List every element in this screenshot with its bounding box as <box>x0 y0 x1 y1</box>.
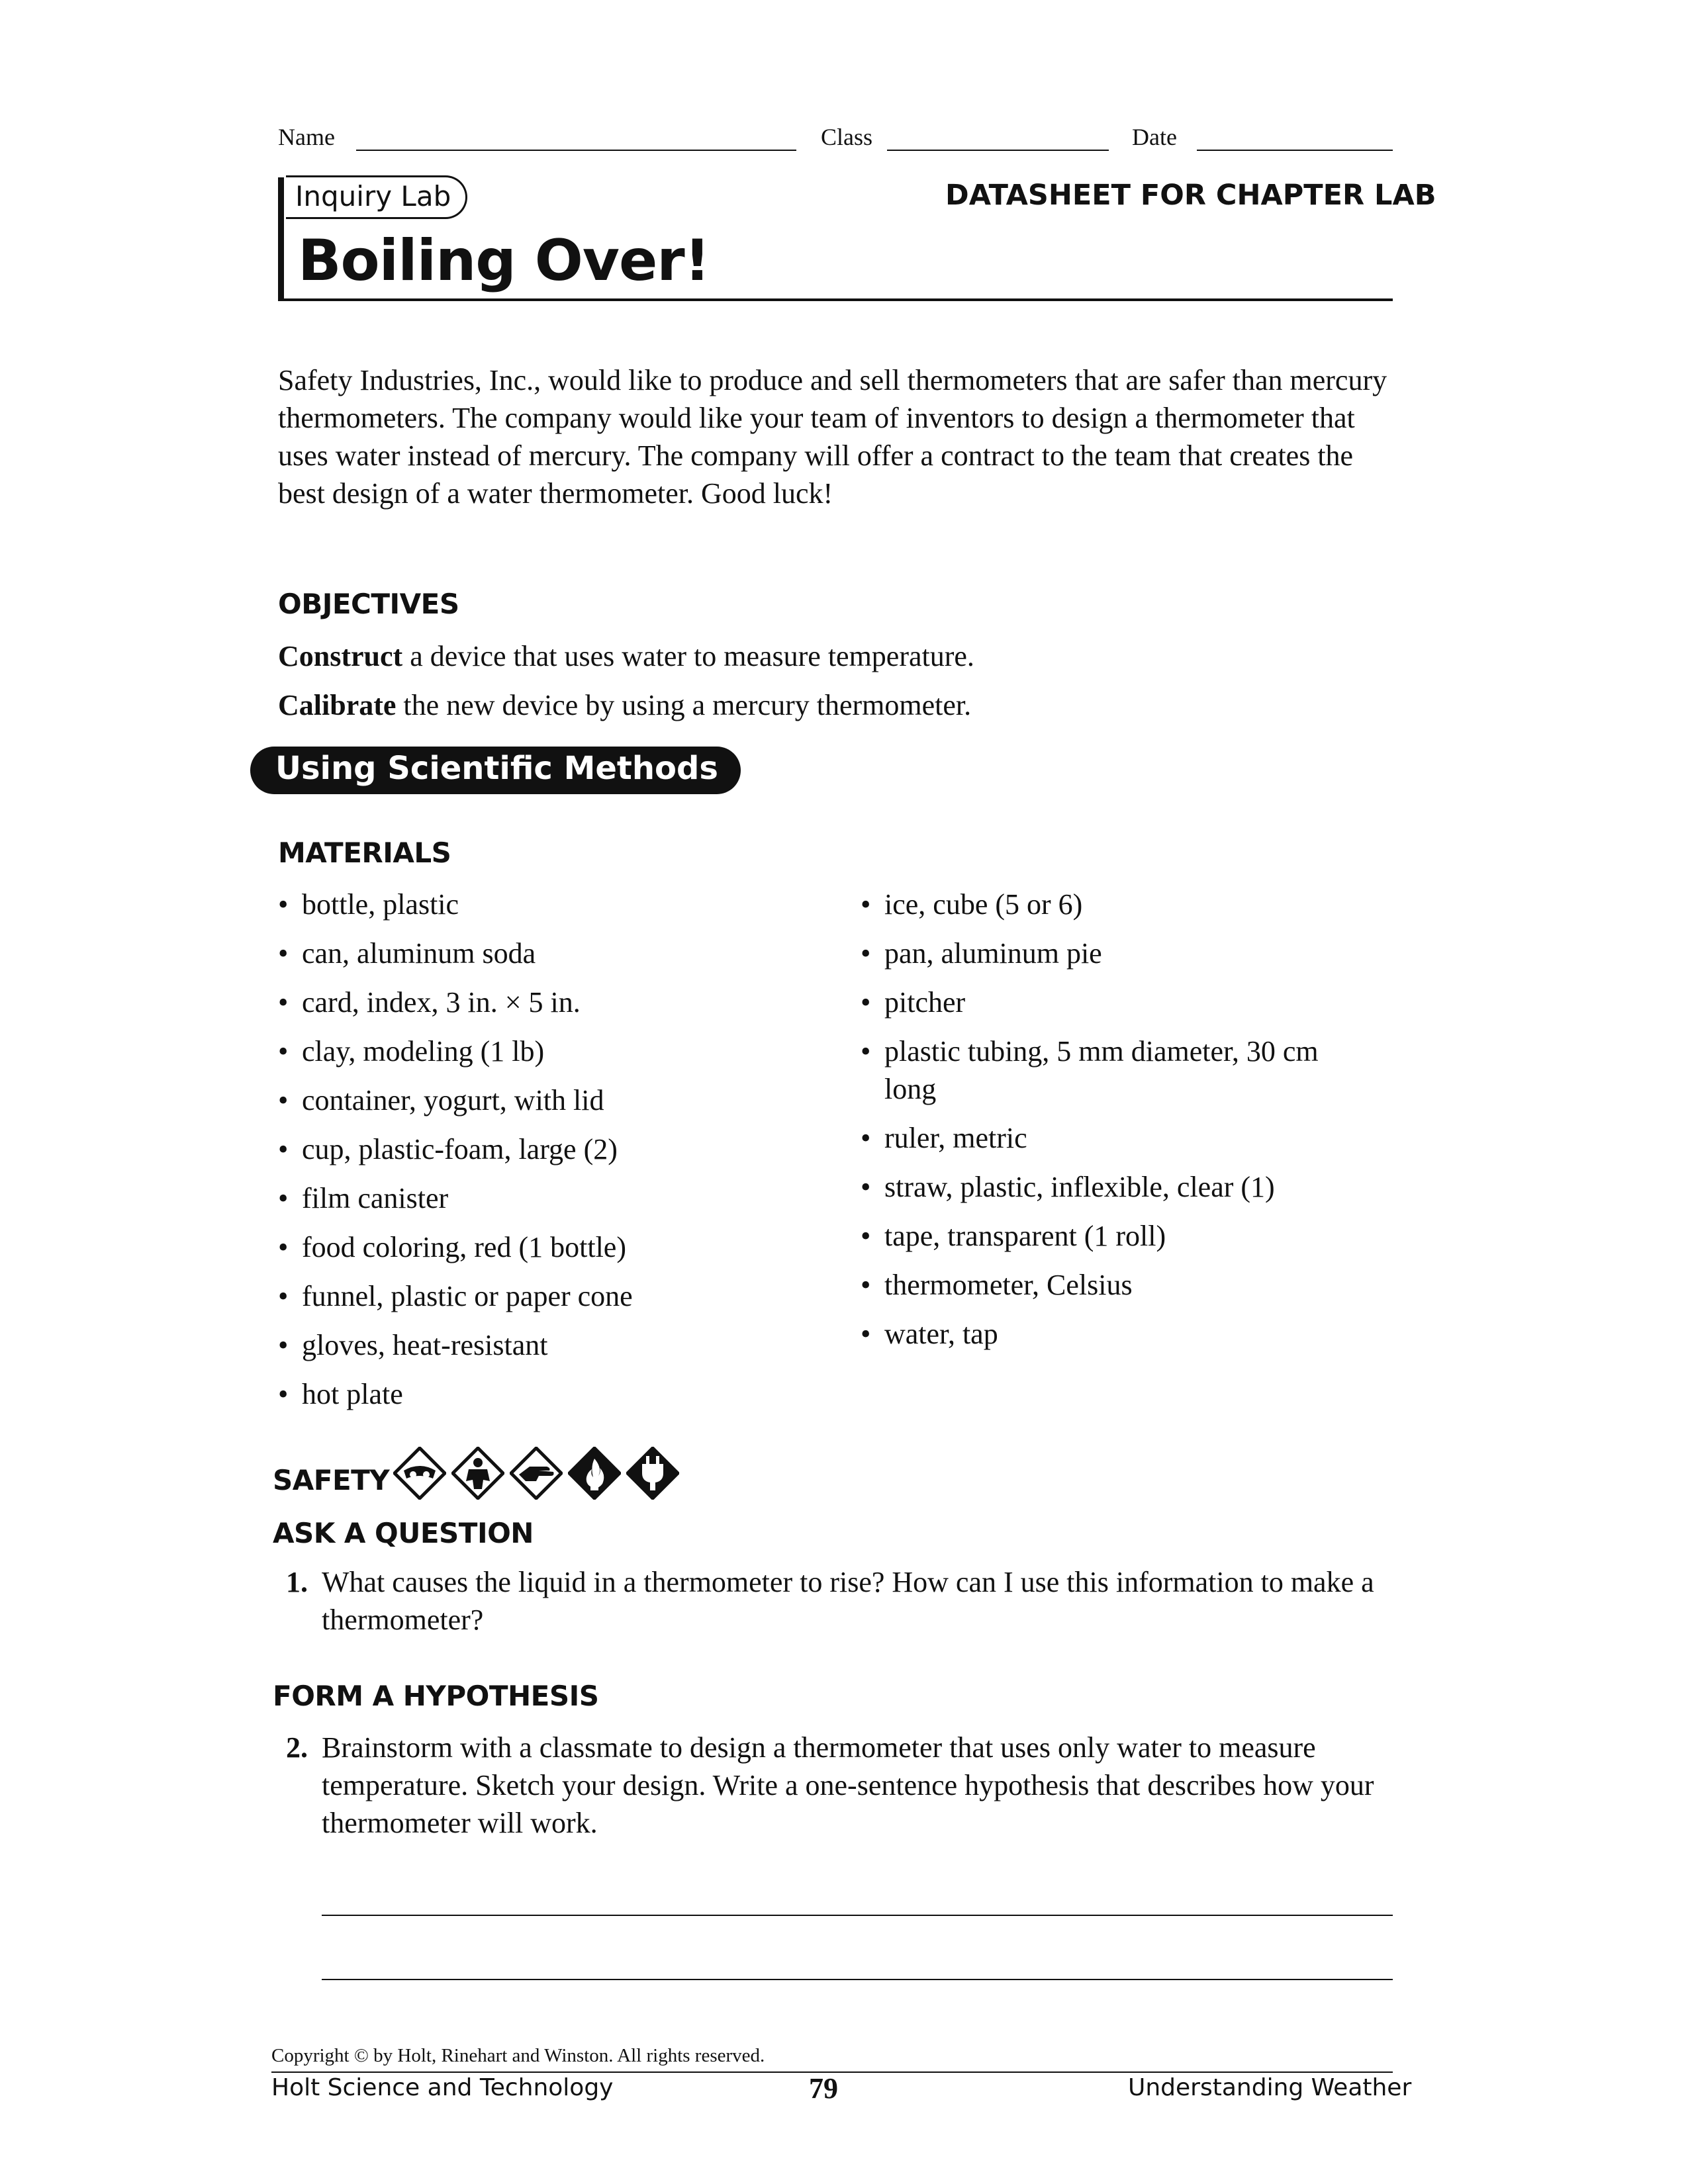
title-accent-bar <box>278 177 284 298</box>
answer-line[interactable] <box>322 1979 1393 1980</box>
list-item: • plastic tubing, 5 mm diameter, 30 cm long <box>861 1032 1335 1119</box>
objective-construct <box>278 637 974 675</box>
title-rule <box>278 298 1393 301</box>
list-item: • hot plate <box>278 1375 821 1424</box>
name-field[interactable] <box>356 150 796 151</box>
objective-text: a device that uses water to measure temperature. <box>402 640 974 672</box>
objective-verb: Construct <box>278 640 403 672</box>
answer-line[interactable] <box>322 1915 1393 1916</box>
list-item: • film canister <box>278 1179 821 1228</box>
footer-chapter: Understanding Weather <box>1128 2074 1412 2101</box>
list-item: • gloves, heat-resistant <box>278 1326 821 1375</box>
electric-safety-icon <box>626 1447 679 1500</box>
list-item: • card, index, 3 in. × 5 in. <box>278 983 821 1032</box>
list-item: • pitcher <box>861 983 1364 1032</box>
list-item: • bottle, plastic <box>278 886 821 934</box>
objective-verb: Calibrate <box>278 689 397 721</box>
list-item: • can, aluminum soda <box>278 934 821 983</box>
list-item: • straw, plastic, inflexible, clear (1) <box>861 1168 1364 1217</box>
intro-paragraph: Safety Industries, Inc., would like to produce and sell thermometers that are safer than mercury thermometers. The company would like your team of inventors to design a thermometer that uses water instead of mercury. The company will offer a contract to the team that creates the best design of a water thermometer. Good luck! <box>278 364 1387 510</box>
heating-safety-icon <box>568 1447 621 1500</box>
list-item: • funnel, plastic or paper cone <box>278 1277 821 1326</box>
hypothesis-heading: FORM A HYPOTHESIS <box>273 1680 599 1712</box>
materials-list-left <box>278 886 821 1424</box>
list-item: • food coloring, red (1 bottle) <box>278 1228 821 1277</box>
question-text: What causes the liquid in a thermometer to rise? How can I use this information to make a thermometer? <box>322 1566 1374 1636</box>
materials-list-right <box>861 886 1364 1364</box>
safety-icons <box>393 1447 751 1508</box>
objective-calibrate <box>278 686 971 724</box>
copyright-notice: Copyright © by Holt, Rinehart and Winston. All rights reserved. <box>271 2045 765 2066</box>
objectives-heading: OBJECTIVES <box>278 588 459 620</box>
date-field[interactable] <box>1197 150 1393 151</box>
list-item: • clay, modeling (1 lb) <box>278 1032 821 1081</box>
class-label: Class <box>821 124 873 150</box>
list-item: • ice, cube (5 or 6) <box>861 886 1364 934</box>
list-item: • tape, transparent (1 roll) <box>861 1217 1364 1266</box>
question-number: 1. <box>286 1566 308 1598</box>
page-title: Boiling Over! <box>298 228 710 294</box>
list-item: • ruler, metric <box>861 1119 1364 1168</box>
hand-safety-icon <box>510 1447 563 1500</box>
footer-publication: Holt Science and Technology <box>271 2074 614 2101</box>
hypothesis-text: Brainstorm with a classmate to design a thermometer that uses only water to measure temperature. Sketch your design. Write a one-sentence hypothesis that describes how your thermometer will work. <box>322 1731 1374 1839</box>
hypothesis-number: 2. <box>286 1731 308 1764</box>
list-item: • container, yogurt, with lid <box>278 1081 821 1130</box>
list-item: • pan, aluminum pie <box>861 934 1364 983</box>
ask-question-heading: ASK A QUESTION <box>273 1517 534 1549</box>
safety-heading: SAFETY <box>273 1464 390 1496</box>
datasheet-label: DATASHEET FOR CHAPTER LAB <box>945 179 1436 212</box>
page-number: 79 <box>809 2072 838 2105</box>
list-item: • water, tap <box>861 1315 1364 1364</box>
materials-heading: MATERIALS <box>278 837 451 869</box>
scientific-methods-banner: Using Scientific Methods <box>250 747 741 794</box>
date-label: Date <box>1132 124 1177 150</box>
inquiry-lab-tag: Inquiry Lab <box>286 175 467 219</box>
name-label: Name <box>278 124 335 150</box>
list-item: • thermometer, Celsius <box>861 1266 1364 1315</box>
clothing-protection-icon <box>451 1447 504 1500</box>
list-item: • cup, plastic-foam, large (2) <box>278 1130 821 1179</box>
class-field[interactable] <box>887 150 1109 151</box>
objective-text: the new device by using a mercury thermometer. <box>396 689 972 721</box>
eye-protection-icon <box>393 1447 446 1500</box>
